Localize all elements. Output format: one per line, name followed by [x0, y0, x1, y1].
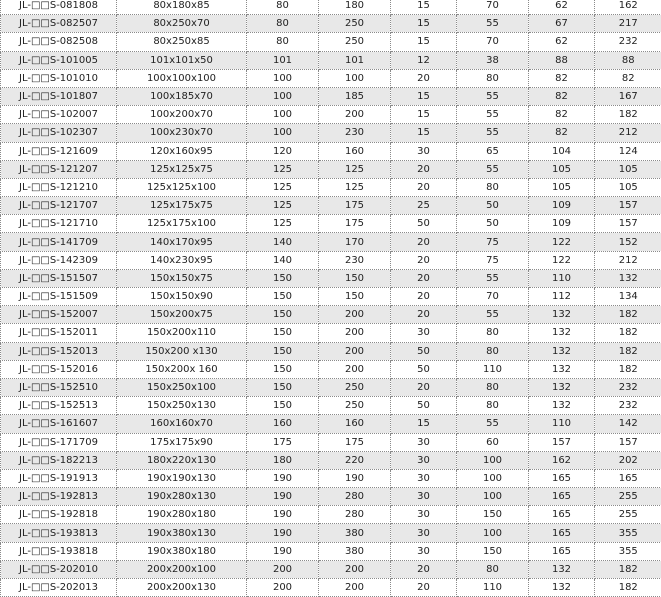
- model-cell: JL-□□S-152007: [1, 306, 117, 324]
- model-cell: JL-□□S-081808: [1, 0, 117, 15]
- value-cell-5: 162: [529, 451, 595, 469]
- model-cell: JL-□□S-152510: [1, 378, 117, 396]
- size-cell: 200x200x130: [117, 579, 247, 597]
- value-cell-3: 20: [391, 160, 457, 178]
- value-cell-1: 125: [247, 178, 319, 196]
- value-cell-4: 50: [457, 197, 529, 215]
- model-cell: JL-□□S-192818: [1, 506, 117, 524]
- table-row: [1, 233, 661, 251]
- model-cell: JL-□□S-101010: [1, 69, 117, 87]
- value-cell-4: 150: [457, 506, 529, 524]
- table-row: [1, 69, 661, 87]
- size-cell: 80x250x85: [117, 33, 247, 51]
- value-cell-2: 200: [319, 579, 391, 597]
- size-cell: 125x175x75: [117, 197, 247, 215]
- table-row: [1, 142, 661, 160]
- size-cell: 150x200 x130: [117, 342, 247, 360]
- value-cell-2: 230: [319, 251, 391, 269]
- value-cell-4: 80: [457, 69, 529, 87]
- value-cell-6: 232: [595, 33, 661, 51]
- value-cell-1: 190: [247, 524, 319, 542]
- value-cell-2: 160: [319, 142, 391, 160]
- table-row: [1, 360, 661, 378]
- value-cell-6: 124: [595, 142, 661, 160]
- table-row: [1, 160, 661, 178]
- model-cell: JL-□□S-102007: [1, 106, 117, 124]
- value-cell-6: 182: [595, 360, 661, 378]
- value-cell-2: 150: [319, 288, 391, 306]
- size-cell: 140x230x95: [117, 251, 247, 269]
- size-cell: 190x380x180: [117, 542, 247, 560]
- model-cell: JL-□□S-192813: [1, 488, 117, 506]
- value-cell-3: 25: [391, 197, 457, 215]
- value-cell-4: 60: [457, 433, 529, 451]
- size-cell: 190x380x130: [117, 524, 247, 542]
- value-cell-1: 80: [247, 0, 319, 15]
- value-cell-5: 88: [529, 51, 595, 69]
- value-cell-2: 230: [319, 124, 391, 142]
- model-cell: JL-□□S-121707: [1, 197, 117, 215]
- table-row: [1, 342, 661, 360]
- table-row: [1, 506, 661, 524]
- model-cell: JL-□□S-121609: [1, 142, 117, 160]
- value-cell-6: 134: [595, 288, 661, 306]
- table-row: [1, 451, 661, 469]
- value-cell-3: 20: [391, 251, 457, 269]
- value-cell-3: 30: [391, 433, 457, 451]
- model-cell: JL-□□S-082508: [1, 33, 117, 51]
- model-cell: JL-□□S-121207: [1, 160, 117, 178]
- size-cell: 190x280x180: [117, 506, 247, 524]
- value-cell-4: 70: [457, 0, 529, 15]
- value-cell-3: 20: [391, 378, 457, 396]
- model-cell: JL-□□S-161607: [1, 415, 117, 433]
- value-cell-5: 82: [529, 106, 595, 124]
- value-cell-4: 80: [457, 378, 529, 396]
- value-cell-1: 125: [247, 197, 319, 215]
- size-cell: 150x200x110: [117, 324, 247, 342]
- value-cell-2: 250: [319, 397, 391, 415]
- value-cell-2: 160: [319, 415, 391, 433]
- value-cell-5: 82: [529, 87, 595, 105]
- value-cell-3: 30: [391, 542, 457, 560]
- value-cell-6: 212: [595, 251, 661, 269]
- size-cell: 125x175x100: [117, 215, 247, 233]
- value-cell-2: 101: [319, 51, 391, 69]
- value-cell-2: 200: [319, 360, 391, 378]
- value-cell-1: 150: [247, 324, 319, 342]
- value-cell-5: 132: [529, 397, 595, 415]
- value-cell-6: 182: [595, 306, 661, 324]
- value-cell-5: 132: [529, 360, 595, 378]
- table-row: [1, 288, 661, 306]
- table-row: [1, 378, 661, 396]
- value-cell-5: 132: [529, 378, 595, 396]
- model-cell: JL-□□S-171709: [1, 433, 117, 451]
- value-cell-4: 55: [457, 87, 529, 105]
- value-cell-1: 100: [247, 124, 319, 142]
- value-cell-6: 105: [595, 160, 661, 178]
- value-cell-3: 20: [391, 306, 457, 324]
- value-cell-4: 100: [457, 488, 529, 506]
- value-cell-3: 50: [391, 397, 457, 415]
- value-cell-5: 165: [529, 524, 595, 542]
- size-cell: 100x185x70: [117, 87, 247, 105]
- value-cell-1: 125: [247, 215, 319, 233]
- value-cell-1: 100: [247, 106, 319, 124]
- model-cell: JL-□□S-101005: [1, 51, 117, 69]
- value-cell-4: 55: [457, 269, 529, 287]
- size-cell: 125x125x100: [117, 178, 247, 196]
- value-cell-1: 190: [247, 488, 319, 506]
- value-cell-3: 15: [391, 33, 457, 51]
- table-row: [1, 106, 661, 124]
- model-cell: JL-□□S-102307: [1, 124, 117, 142]
- value-cell-6: 182: [595, 579, 661, 597]
- value-cell-5: 132: [529, 324, 595, 342]
- model-cell: JL-□□S-142309: [1, 251, 117, 269]
- value-cell-4: 100: [457, 469, 529, 487]
- value-cell-1: 180: [247, 451, 319, 469]
- value-cell-6: 165: [595, 469, 661, 487]
- value-cell-6: 212: [595, 124, 661, 142]
- table-row: [1, 33, 661, 51]
- value-cell-2: 180: [319, 0, 391, 15]
- size-cell: 80x180x85: [117, 0, 247, 15]
- value-cell-3: 15: [391, 0, 457, 15]
- value-cell-5: 165: [529, 469, 595, 487]
- size-cell: 80x250x70: [117, 15, 247, 33]
- size-cell: 180x220x130: [117, 451, 247, 469]
- value-cell-1: 200: [247, 579, 319, 597]
- value-cell-2: 185: [319, 87, 391, 105]
- spec-table-body: [1, 0, 661, 597]
- value-cell-3: 15: [391, 106, 457, 124]
- value-cell-6: 182: [595, 342, 661, 360]
- value-cell-4: 55: [457, 106, 529, 124]
- value-cell-6: 355: [595, 542, 661, 560]
- value-cell-3: 30: [391, 488, 457, 506]
- model-cell: JL-□□S-141709: [1, 233, 117, 251]
- value-cell-3: 30: [391, 506, 457, 524]
- value-cell-5: 109: [529, 197, 595, 215]
- table-row: [1, 397, 661, 415]
- value-cell-5: 105: [529, 178, 595, 196]
- value-cell-2: 250: [319, 378, 391, 396]
- table-row: [1, 251, 661, 269]
- value-cell-4: 80: [457, 560, 529, 578]
- value-cell-2: 150: [319, 269, 391, 287]
- value-cell-5: 110: [529, 415, 595, 433]
- value-cell-2: 200: [319, 306, 391, 324]
- value-cell-3: 30: [391, 142, 457, 160]
- size-cell: 101x101x50: [117, 51, 247, 69]
- table-row: [1, 197, 661, 215]
- size-cell: 100x200x70: [117, 106, 247, 124]
- value-cell-6: 232: [595, 378, 661, 396]
- value-cell-3: 20: [391, 233, 457, 251]
- value-cell-4: 75: [457, 251, 529, 269]
- value-cell-2: 125: [319, 160, 391, 178]
- size-cell: 175x175x90: [117, 433, 247, 451]
- model-cell: JL-□□S-182213: [1, 451, 117, 469]
- value-cell-1: 150: [247, 397, 319, 415]
- size-cell: 150x150x75: [117, 269, 247, 287]
- value-cell-1: 150: [247, 360, 319, 378]
- value-cell-1: 140: [247, 233, 319, 251]
- value-cell-3: 20: [391, 178, 457, 196]
- value-cell-6: 132: [595, 269, 661, 287]
- value-cell-5: 157: [529, 433, 595, 451]
- value-cell-4: 55: [457, 124, 529, 142]
- table-row: [1, 124, 661, 142]
- table-row: [1, 324, 661, 342]
- value-cell-1: 150: [247, 342, 319, 360]
- value-cell-3: 20: [391, 579, 457, 597]
- size-cell: 150x200x75: [117, 306, 247, 324]
- value-cell-4: 38: [457, 51, 529, 69]
- value-cell-4: 65: [457, 142, 529, 160]
- size-cell: 150x250x130: [117, 397, 247, 415]
- model-cell: JL-□□S-101807: [1, 87, 117, 105]
- value-cell-4: 100: [457, 451, 529, 469]
- value-cell-2: 200: [319, 560, 391, 578]
- value-cell-6: 152: [595, 233, 661, 251]
- size-cell: 140x170x95: [117, 233, 247, 251]
- table-row: [1, 415, 661, 433]
- value-cell-6: 157: [595, 215, 661, 233]
- model-cell: JL-□□S-152013: [1, 342, 117, 360]
- value-cell-5: 112: [529, 288, 595, 306]
- size-cell: 125x125x75: [117, 160, 247, 178]
- value-cell-1: 190: [247, 542, 319, 560]
- table-row: [1, 560, 661, 578]
- table-row: [1, 87, 661, 105]
- value-cell-5: 132: [529, 342, 595, 360]
- size-cell: 150x150x90: [117, 288, 247, 306]
- value-cell-2: 175: [319, 197, 391, 215]
- value-cell-4: 75: [457, 233, 529, 251]
- value-cell-6: 182: [595, 106, 661, 124]
- value-cell-4: 100: [457, 524, 529, 542]
- value-cell-6: 202: [595, 451, 661, 469]
- value-cell-1: 140: [247, 251, 319, 269]
- value-cell-1: 100: [247, 87, 319, 105]
- size-cell: 160x160x70: [117, 415, 247, 433]
- value-cell-6: 255: [595, 488, 661, 506]
- value-cell-4: 70: [457, 33, 529, 51]
- value-cell-4: 55: [457, 415, 529, 433]
- value-cell-1: 100: [247, 69, 319, 87]
- value-cell-2: 125: [319, 178, 391, 196]
- value-cell-5: 62: [529, 33, 595, 51]
- value-cell-6: 142: [595, 415, 661, 433]
- value-cell-5: 82: [529, 69, 595, 87]
- value-cell-1: 150: [247, 378, 319, 396]
- table-row: [1, 178, 661, 196]
- value-cell-2: 175: [319, 433, 391, 451]
- value-cell-1: 160: [247, 415, 319, 433]
- model-cell: JL-□□S-152011: [1, 324, 117, 342]
- value-cell-2: 250: [319, 15, 391, 33]
- model-cell: JL-□□S-152513: [1, 397, 117, 415]
- value-cell-1: 190: [247, 506, 319, 524]
- value-cell-2: 190: [319, 469, 391, 487]
- model-cell: JL-□□S-152016: [1, 360, 117, 378]
- table-row: [1, 469, 661, 487]
- table-row: [1, 433, 661, 451]
- value-cell-4: 55: [457, 160, 529, 178]
- value-cell-5: 104: [529, 142, 595, 160]
- value-cell-3: 50: [391, 360, 457, 378]
- value-cell-3: 15: [391, 415, 457, 433]
- value-cell-3: 30: [391, 469, 457, 487]
- table-row: [1, 306, 661, 324]
- value-cell-3: 30: [391, 451, 457, 469]
- value-cell-6: 255: [595, 506, 661, 524]
- model-cell: JL-□□S-082507: [1, 15, 117, 33]
- model-cell: JL-□□S-202013: [1, 579, 117, 597]
- model-cell: JL-□□S-151507: [1, 269, 117, 287]
- value-cell-1: 200: [247, 560, 319, 578]
- model-cell: JL-□□S-121710: [1, 215, 117, 233]
- table-row: [1, 15, 661, 33]
- table-row: [1, 488, 661, 506]
- value-cell-6: 167: [595, 87, 661, 105]
- value-cell-3: 20: [391, 288, 457, 306]
- value-cell-2: 200: [319, 106, 391, 124]
- value-cell-5: 132: [529, 306, 595, 324]
- value-cell-4: 150: [457, 542, 529, 560]
- value-cell-3: 15: [391, 124, 457, 142]
- table-row: [1, 215, 661, 233]
- table-row: [1, 524, 661, 542]
- value-cell-6: 157: [595, 433, 661, 451]
- value-cell-3: 20: [391, 560, 457, 578]
- value-cell-5: 67: [529, 15, 595, 33]
- value-cell-2: 200: [319, 324, 391, 342]
- table-row: [1, 579, 661, 597]
- value-cell-3: 50: [391, 215, 457, 233]
- value-cell-4: 80: [457, 324, 529, 342]
- value-cell-2: 170: [319, 233, 391, 251]
- value-cell-4: 80: [457, 178, 529, 196]
- model-cell: JL-□□S-121210: [1, 178, 117, 196]
- value-cell-4: 50: [457, 215, 529, 233]
- value-cell-3: 15: [391, 87, 457, 105]
- value-cell-6: 88: [595, 51, 661, 69]
- value-cell-4: 80: [457, 397, 529, 415]
- value-cell-2: 280: [319, 506, 391, 524]
- size-cell: 190x280x130: [117, 488, 247, 506]
- value-cell-1: 175: [247, 433, 319, 451]
- value-cell-1: 80: [247, 33, 319, 51]
- model-cell: JL-□□S-151509: [1, 288, 117, 306]
- value-cell-1: 190: [247, 469, 319, 487]
- size-cell: 200x200x100: [117, 560, 247, 578]
- value-cell-4: 110: [457, 360, 529, 378]
- table-row: [1, 51, 661, 69]
- value-cell-2: 380: [319, 524, 391, 542]
- value-cell-3: 12: [391, 51, 457, 69]
- size-cell: 100x230x70: [117, 124, 247, 142]
- value-cell-5: 165: [529, 488, 595, 506]
- value-cell-3: 50: [391, 342, 457, 360]
- model-cell: JL-□□S-193818: [1, 542, 117, 560]
- value-cell-1: 125: [247, 160, 319, 178]
- model-cell: JL-□□S-202010: [1, 560, 117, 578]
- value-cell-1: 80: [247, 15, 319, 33]
- value-cell-5: 82: [529, 124, 595, 142]
- value-cell-4: 70: [457, 288, 529, 306]
- value-cell-5: 62: [529, 0, 595, 15]
- model-cell: JL-□□S-193813: [1, 524, 117, 542]
- value-cell-5: 110: [529, 269, 595, 287]
- value-cell-2: 380: [319, 542, 391, 560]
- size-cell: 190x190x130: [117, 469, 247, 487]
- value-cell-3: 20: [391, 269, 457, 287]
- model-cell: JL-□□S-191913: [1, 469, 117, 487]
- value-cell-6: 157: [595, 197, 661, 215]
- value-cell-5: 122: [529, 251, 595, 269]
- value-cell-1: 150: [247, 269, 319, 287]
- value-cell-6: 82: [595, 69, 661, 87]
- value-cell-4: 55: [457, 306, 529, 324]
- value-cell-6: 105: [595, 178, 661, 196]
- value-cell-3: 20: [391, 69, 457, 87]
- value-cell-2: 100: [319, 69, 391, 87]
- table-row: [1, 269, 661, 287]
- value-cell-2: 175: [319, 215, 391, 233]
- table-row: [1, 0, 661, 15]
- value-cell-3: 30: [391, 324, 457, 342]
- value-cell-1: 150: [247, 306, 319, 324]
- value-cell-2: 280: [319, 488, 391, 506]
- value-cell-2: 200: [319, 342, 391, 360]
- size-cell: 120x160x95: [117, 142, 247, 160]
- value-cell-1: 150: [247, 288, 319, 306]
- table-row: [1, 542, 661, 560]
- value-cell-4: 110: [457, 579, 529, 597]
- size-cell: 150x250x100: [117, 378, 247, 396]
- value-cell-2: 220: [319, 451, 391, 469]
- value-cell-6: 182: [595, 324, 661, 342]
- value-cell-3: 30: [391, 524, 457, 542]
- value-cell-6: 355: [595, 524, 661, 542]
- value-cell-5: 132: [529, 560, 595, 578]
- value-cell-5: 132: [529, 579, 595, 597]
- value-cell-6: 217: [595, 15, 661, 33]
- size-cell: 100x100x100: [117, 69, 247, 87]
- value-cell-5: 165: [529, 542, 595, 560]
- value-cell-4: 80: [457, 342, 529, 360]
- value-cell-5: 165: [529, 506, 595, 524]
- value-cell-6: 162: [595, 0, 661, 15]
- size-cell: 150x200x 160: [117, 360, 247, 378]
- value-cell-6: 182: [595, 560, 661, 578]
- value-cell-5: 109: [529, 215, 595, 233]
- value-cell-2: 250: [319, 33, 391, 51]
- value-cell-1: 120: [247, 142, 319, 160]
- value-cell-5: 122: [529, 233, 595, 251]
- value-cell-6: 232: [595, 397, 661, 415]
- value-cell-5: 105: [529, 160, 595, 178]
- value-cell-4: 55: [457, 15, 529, 33]
- value-cell-1: 101: [247, 51, 319, 69]
- value-cell-3: 15: [391, 15, 457, 33]
